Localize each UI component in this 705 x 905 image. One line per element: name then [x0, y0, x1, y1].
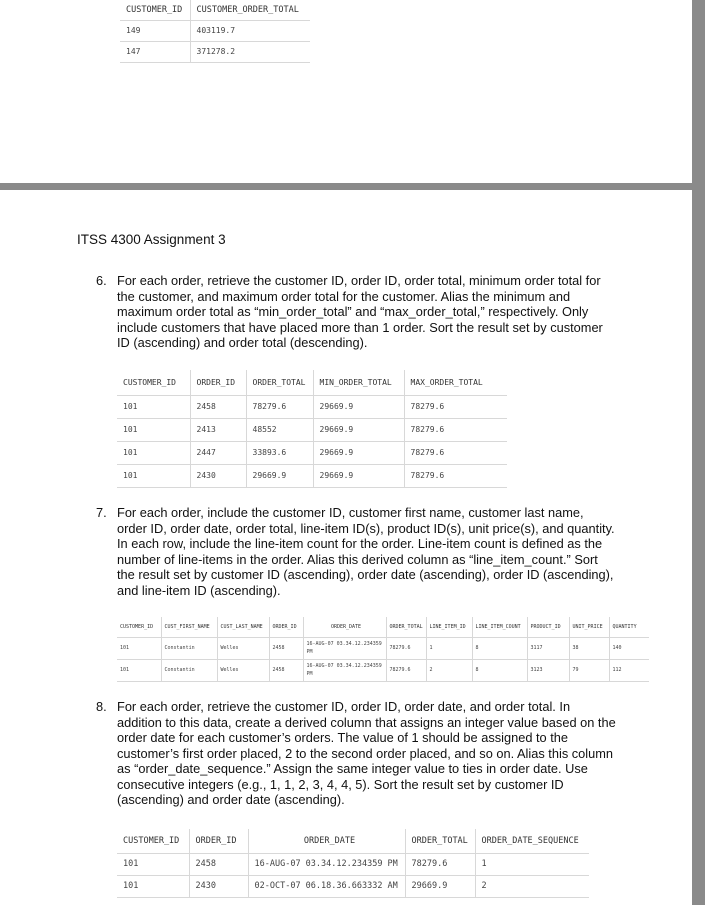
table-cell: 2458: [189, 853, 248, 875]
result-table-q8: [117, 829, 589, 898]
table-cell: 78279.6: [246, 395, 313, 418]
table-cell: 2430: [189, 875, 248, 897]
table-cell: 16-AUG-07 03.34.12.234359 PM: [303, 659, 386, 681]
table-cell: 2413: [190, 418, 246, 441]
table-cell: 403119.7: [190, 20, 310, 41]
table-cell: 78279.6: [404, 464, 507, 487]
table-cell: 78279.6: [404, 395, 507, 418]
table-cell: 29669.9: [313, 395, 404, 418]
question-8: [96, 699, 616, 808]
page-header: ITSS 4300 Assignment 3: [77, 232, 226, 247]
table-cell: 29669.9: [313, 441, 404, 464]
table-cell: 33893.6: [246, 441, 313, 464]
table-row: [117, 637, 649, 659]
column-header: MAX_ORDER_TOTAL: [404, 370, 507, 395]
table-cell: 38: [569, 637, 609, 659]
table-cell: 3123: [527, 659, 569, 681]
table-cell: 147: [120, 41, 190, 62]
column-header: CUST_LAST_NAME: [217, 617, 269, 637]
document-page-top: [0, 0, 692, 183]
table-cell: 101: [117, 395, 190, 418]
column-header: LINE_ITEM_ID: [426, 617, 472, 637]
column-header: ORDER_ID: [269, 617, 303, 637]
question-text: For each order, include the customer ID, customer first name, customer last name, order ID, order date, order total, line-item ID(s), product ID(s), unit price(s), and quantity. In each row, include the line-item count for the order. Line-item count is defined as the number of line-items in the order. Alias this derived column as “line_item_count.” Sort the result set by customer ID (ascending), order date (ascending), order ID (ascending), and line-item ID (ascending).: [117, 505, 615, 598]
table-row: [120, 20, 310, 41]
column-header: PRODUCT_ID: [527, 617, 569, 637]
table-cell: Welles: [217, 659, 269, 681]
column-header: ORDER_ID: [190, 370, 246, 395]
column-header: ORDER_TOTAL: [405, 829, 475, 853]
table-cell: 16-AUG-07 03.34.12.234359 PM: [303, 637, 386, 659]
table-cell: 02-OCT-07 06.18.36.663332 AM: [248, 875, 405, 897]
table-cell: 1: [475, 853, 589, 875]
table-header-row: [117, 370, 507, 395]
table-cell: 78279.6: [386, 637, 426, 659]
column-header: ORDER_DATE_SEQUENCE: [475, 829, 589, 853]
question-number: 7.: [96, 505, 107, 520]
result-table-q7: [117, 617, 649, 682]
column-header: ORDER_TOTAL: [246, 370, 313, 395]
table-cell: Constantin: [161, 637, 217, 659]
table-row: [117, 659, 649, 681]
table-row: [117, 441, 507, 464]
document-page-bottom: [0, 190, 692, 905]
table-cell: 78279.6: [404, 441, 507, 464]
table-cell: 29669.9: [313, 464, 404, 487]
table-cell: 2430: [190, 464, 246, 487]
table-cell: 101: [117, 875, 189, 897]
table-cell: 1: [426, 637, 472, 659]
column-header: ORDER_DATE: [248, 829, 405, 853]
table-cell: 48552: [246, 418, 313, 441]
table-row: [117, 464, 507, 487]
table-cell: 101: [117, 418, 190, 441]
question-7: [96, 505, 616, 598]
table-cell: 2458: [190, 395, 246, 418]
table-cell: Constantin: [161, 659, 217, 681]
table-cell: 140: [609, 637, 649, 659]
table-row: [117, 418, 507, 441]
column-header: QUANTITY: [609, 617, 649, 637]
table-cell: 78279.6: [404, 418, 507, 441]
column-header: CUST_FIRST_NAME: [161, 617, 217, 637]
column-header: CUSTOMER_ID: [123, 835, 180, 846]
table-cell: 29669.9: [246, 464, 313, 487]
column-header: CUSTOMER_ID: [120, 623, 154, 630]
table-cell: 79: [569, 659, 609, 681]
table-cell: 29669.9: [405, 875, 475, 897]
column-header: ORDER_TOTAL: [386, 617, 426, 637]
table-header-row: [120, 0, 310, 20]
result-table-customer-totals: [120, 0, 310, 63]
question-text: For each order, retrieve the customer ID, order ID, order total, minimum order total for the customer, and maximum order total for the customer. Alias the minimum and maximum order total as “min_order_total” and “max_order_total,” respectively. Only include customers that have placed more than 1 order. Sort the result set by customer ID (ascending) and order total (descending).: [117, 273, 603, 350]
question-number: 6.: [96, 273, 107, 288]
table-header-row: [117, 829, 589, 853]
column-header: ORDER_DATE: [303, 617, 386, 637]
table-cell: 101: [117, 853, 189, 875]
table-cell: Welles: [217, 637, 269, 659]
table-cell: 101: [117, 464, 190, 487]
table-cell: 3117: [527, 637, 569, 659]
question-text: For each order, retrieve the customer ID, order ID, order date, and order total. In addition to this data, create a derived column that assigns an integer value based on the order date for each customer’s orders. The value of 1 should be assigned to the customer’s first order placed, 2 to the second order placed, and so on. Alias this column as “order_date_sequence.” Assign the same integer value to ties in order date. Use consecutive integers (e.g., 1, 1, 2, 3, 4, 4, 5). Sort the result set by customer ID (ascending) and order date (ascending).: [117, 699, 616, 807]
column-header: CUSTOMER_ID: [126, 4, 183, 15]
column-header: CUSTOMER_ORDER_TOTAL: [190, 0, 310, 20]
table-cell: 149: [120, 20, 190, 41]
table-cell: 78279.6: [386, 659, 426, 681]
column-header: LINE_ITEM_COUNT: [472, 617, 527, 637]
table-cell: 29669.9: [313, 418, 404, 441]
table-cell: 101: [117, 659, 161, 681]
table-row: [117, 395, 507, 418]
table-cell: 16-AUG-07 03.34.12.234359 PM: [248, 853, 405, 875]
table-header-row: [117, 617, 649, 637]
table-cell: 112: [609, 659, 649, 681]
table-cell: 101: [117, 637, 161, 659]
table-row: [117, 853, 589, 875]
column-header: ORDER_ID: [189, 829, 248, 853]
table-row: [120, 41, 310, 62]
result-table-q6: [117, 370, 507, 488]
question-number: 8.: [96, 699, 107, 714]
column-header: CUSTOMER_ID: [123, 377, 176, 387]
table-cell: 2: [475, 875, 589, 897]
table-cell: 2: [426, 659, 472, 681]
table-cell: 371278.2: [190, 41, 310, 62]
table-cell: 2458: [269, 637, 303, 659]
table-cell: 101: [117, 441, 190, 464]
table-cell: 2458: [269, 659, 303, 681]
table-cell: 8: [472, 637, 527, 659]
table-cell: 8: [472, 659, 527, 681]
column-header: UNIT_PRICE: [569, 617, 609, 637]
question-6: [96, 273, 616, 351]
column-header: MIN_ORDER_TOTAL: [313, 370, 404, 395]
table-row: [117, 875, 589, 897]
table-cell: 2447: [190, 441, 246, 464]
table-cell: 78279.6: [405, 853, 475, 875]
